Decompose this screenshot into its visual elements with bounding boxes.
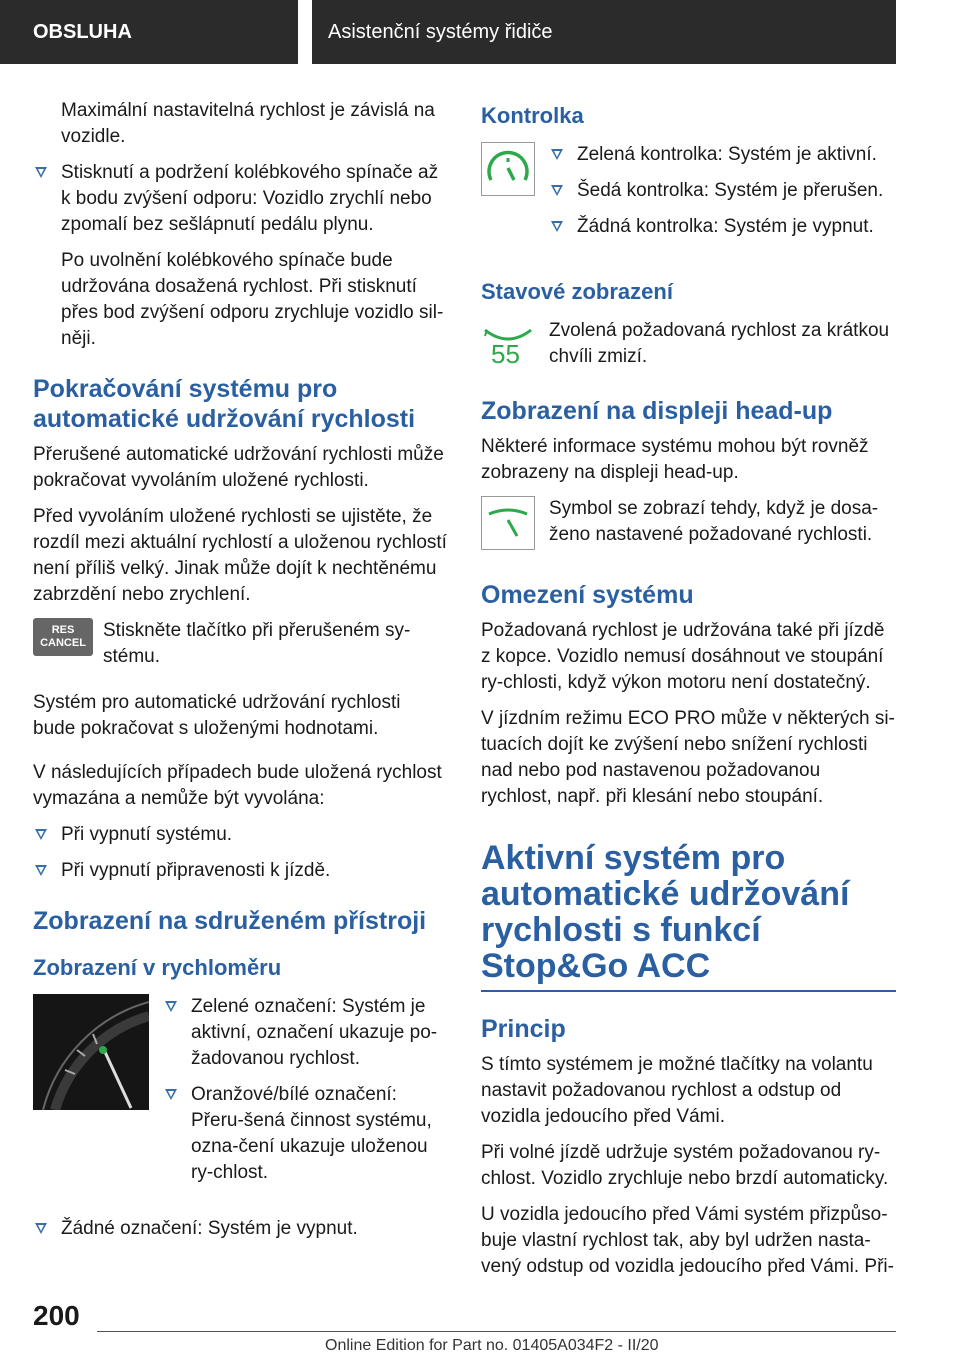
list-item — [549, 214, 896, 240]
paragraph-continue: Systém pro automatické udržování rychlosti bude pokračovat s uloženými hodnotami. — [33, 692, 401, 739]
heading-indicator: Kontrolka — [481, 103, 584, 128]
res-cancel-row — [33, 618, 448, 680]
paragraph-hud-symbol: Symbol se zobrazí tehdy, když je dosa-ženo nastavené požadované rychlosti. — [549, 498, 879, 545]
paragraph-principle-2: Při volné jízdě udržuje systém požadovanou ry-chlost. Vozidlo zrychluje nebo brzdí automaticky. — [481, 1142, 889, 1189]
heading-rule — [481, 990, 896, 992]
bullet-list-none — [33, 1216, 448, 1242]
list-item — [33, 822, 448, 848]
paragraph-deleted: V následujících případech bude uložená rychlost vymazána a nemůže být vyvolána: — [33, 762, 442, 809]
bullet-list-deleted — [33, 822, 448, 884]
list-item-text: Zelená kontrolka: Systém je aktivní. — [577, 144, 877, 165]
speedometer-row — [33, 994, 448, 1206]
paragraph-resume-1: Přerušené automatické udržování rychlosti může pokračovat vyvoláním uložené rychlosti. — [33, 444, 444, 491]
bullet-list — [33, 160, 448, 238]
triangle-bullet-icon — [551, 149, 563, 160]
paragraph-press-button: Stiskněte tlačítko při přerušeném sy-stému. — [103, 620, 411, 667]
list-item-text: Oranžové/bílé označení: Přeru-šená činnost systému, ozna-čení ukazuje uloženou ry-chlost. — [191, 1084, 432, 1183]
heading-status: Stavové zobrazení — [481, 279, 673, 304]
hud-speed-icon — [481, 496, 535, 550]
speedometer-image — [33, 994, 149, 1115]
status-display-image — [481, 318, 535, 372]
left-column — [33, 98, 448, 1252]
cruise-control-green-icon — [481, 142, 535, 196]
heading-hud: Zobrazení na displeji head-up — [481, 397, 833, 425]
triangle-bullet-icon — [35, 1223, 47, 1234]
triangle-bullet-icon — [551, 221, 563, 232]
footer-edition: Online Edition for Part no. 01405A034F2 - II/20 — [325, 1337, 659, 1354]
triangle-bullet-icon — [35, 865, 47, 876]
list-item — [33, 1216, 448, 1242]
section-title: OBSLUHA — [0, 0, 298, 64]
heading-principle: Princip — [481, 1015, 566, 1043]
chapter-title: Asistenční systémy řidiče — [312, 0, 896, 64]
triangle-bullet-icon — [35, 829, 47, 840]
list-item-text: Šedá kontrolka: Systém je přerušen. — [577, 180, 884, 201]
list-item — [549, 142, 896, 168]
res-label: RES — [51, 624, 75, 636]
paragraph-principle-3: U vozidla jedoucího před Vámi systém přizpůso-buje vlastní rychlost tak, aby byl udržen nasta-vený odstup od vozidla jedoucího před Vámi. Při- — [481, 1204, 894, 1277]
list-item-text: Zelené označení: Systém je aktivní, označení ukazuje po-žadovanou rychlost. — [191, 996, 438, 1069]
triangle-bullet-icon — [35, 167, 47, 178]
hud-symbol-row — [481, 496, 896, 558]
list-item — [163, 1082, 448, 1186]
res-cancel-button-icon — [33, 618, 93, 656]
paragraph-resume-2: Před vyvoláním uložené rychlosti se ujistěte, že rozdíl mezi aktuální rychlostí a uloženou rychlostí není příliš velký. Jinak může dojít k nechtěnému zabrzdění nebo zrychlení. — [33, 506, 447, 605]
paragraph-limits-1: Požadovaná rychlost je udržována také při jízdě z kopce. Vozidlo nemusí dosáhnout ve stoupání ry-chlosti, když výkon motoru není dostatečný. — [481, 620, 885, 693]
heading-speedo: Zobrazení v rychloměru — [33, 955, 282, 980]
list-item — [549, 178, 896, 204]
status-speed-value: 55 — [491, 339, 520, 369]
speedometer-icon — [33, 994, 149, 1110]
page-header — [0, 0, 960, 66]
hud-symbol-image — [481, 496, 535, 555]
footer-divider — [97, 1331, 896, 1332]
bullet-list-indicator — [549, 142, 896, 250]
heading-acc: Aktivní systém pro automatické udržování rychlosti s funkcí Stop&Go ACC — [481, 839, 850, 985]
heading-resume: Pokračování systému pro automatické udržování rychlosti — [33, 375, 416, 433]
indicator-light-image — [481, 142, 535, 201]
right-column — [481, 102, 896, 1290]
list-item — [33, 160, 448, 238]
paragraph-principle-1: S tímto systémem je možné tlačítky na volantu nastavit požadovanou rychlost a odstup od vozidla jedoucího před Vámi. — [481, 1054, 873, 1127]
triangle-bullet-icon — [551, 185, 563, 196]
indicator-row — [481, 142, 896, 260]
heading-cluster: Zobrazení na sdruženém přístroji — [33, 907, 427, 935]
paragraph-max-speed: Maximální nastavitelná rychlost je závislá na vozidle. — [61, 100, 435, 147]
triangle-bullet-icon — [165, 1089, 177, 1100]
status-row — [481, 318, 896, 380]
list-item-text: Při vypnutí připravenosti k jízdě. — [61, 860, 331, 881]
cancel-label: CANCEL — [40, 637, 86, 649]
heading-limits: Omezení systému — [481, 581, 694, 609]
list-item-text: Žádná kontrolka: Systém je vypnut. — [577, 216, 874, 237]
bullet-list-speedo — [163, 994, 448, 1196]
list-item — [33, 858, 448, 884]
list-item-text: Stisknutí a podržení kolébkového spínače až k bodu zvýšení odporu: Vozidlo zrychlí nebo zpomalí bez sešlápnutí pedálu plynu. — [61, 162, 439, 235]
paragraph-hud: Některé informace systému mohou být rovněž zobrazeny na displeji head-up. — [481, 436, 869, 483]
page-number: 200 — [33, 1300, 80, 1331]
paragraph-status: Zvolená požadovaná rychlost za krátkou chvíli zmizí. — [549, 320, 890, 367]
paragraph-limits-2: V jízdním režimu ECO PRO může v některých si-tuacích dojít ke zvýšení nebo snížení rychlosti nad nebo pod nastavenou požadovanou rychlost, např. při klesání nebo stoupání. — [481, 708, 895, 807]
list-item-text: Žádné označení: Systém je vypnut. — [61, 1218, 358, 1239]
list-item — [163, 994, 448, 1072]
triangle-bullet-icon — [165, 1001, 177, 1012]
list-item-text: Při vypnutí systému. — [61, 824, 233, 845]
paragraph-release: Po uvolnění kolébkového spínače bude udržována dosažená rychlost. Při stisknutí přes bod zvýšení odporu zrychluje vozidlo sil-něji. — [61, 250, 444, 349]
